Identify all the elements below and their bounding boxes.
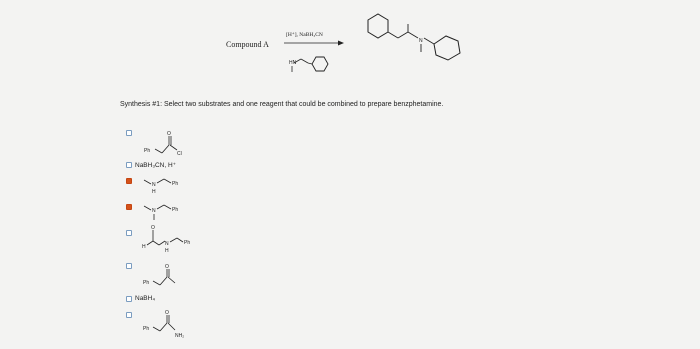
svg-text:Ph: Ph [172,207,179,213]
option-7-label: NaBH₄ [135,295,155,302]
option-2-checkbox[interactable] [126,162,132,168]
question-text: Synthesis #1: Select two substrates and one reagent that could be combined to prepare benzphetamine. [120,101,444,108]
option-1-structure [140,128,190,158]
option-1[interactable] [126,130,132,136]
product-n-label: N [419,38,423,44]
option-6[interactable] [126,263,132,269]
option-6-structure [140,260,190,288]
option-4[interactable] [126,204,132,210]
product-benzene-ring-2 [434,36,460,60]
option-2-label: NaBH₃CN, H⁺ [135,162,177,169]
reagent-label: [H⁺], NaBH₃CN [286,32,323,38]
option-4-structure [140,199,190,221]
svg-text:O: O [167,131,171,137]
svg-text:NH₂: NH₂ [175,333,185,339]
option-1-checkbox[interactable] [126,130,132,136]
option-7[interactable] [126,295,155,302]
product-benzene-ring-1 [368,14,388,38]
compound-a-label: Compound A [226,40,269,49]
svg-text:O: O [151,225,155,231]
svg-text:Ph: Ph [144,148,151,154]
option-3-checkbox[interactable] [126,178,132,184]
svg-text:H: H [165,248,169,254]
arrow-head [338,41,344,46]
option-8-checkbox[interactable] [126,312,132,318]
svg-text:Ph: Ph [143,280,150,286]
option-5-checkbox[interactable] [126,230,132,236]
svg-text:O: O [165,264,169,270]
option-4-checkbox[interactable] [126,204,132,210]
benzene-ring [312,57,328,71]
svg-text:O: O [165,310,169,316]
amine-label: HN [289,60,297,66]
svg-text:Ph: Ph [172,181,179,187]
option-7-checkbox[interactable] [126,296,132,302]
option-8-structure [140,306,200,342]
svg-text:H: H [152,189,156,195]
option-3-structure [140,174,190,196]
option-8[interactable] [126,312,132,318]
option-3[interactable] [126,178,132,184]
svg-text:N: N [152,208,156,214]
option-5[interactable] [126,230,132,236]
svg-text:Cl: Cl [177,151,182,157]
svg-text:Ph: Ph [143,326,150,332]
svg-text:H: H [142,244,146,250]
option-2[interactable] [126,161,176,169]
scheme-drawing [0,0,700,90]
option-6-checkbox[interactable] [126,263,132,269]
svg-text:N: N [165,241,169,247]
svg-text:N: N [152,182,156,188]
svg-text:Ph: Ph [184,240,191,246]
reaction-scheme [0,0,700,90]
option-5-structure [140,222,200,254]
